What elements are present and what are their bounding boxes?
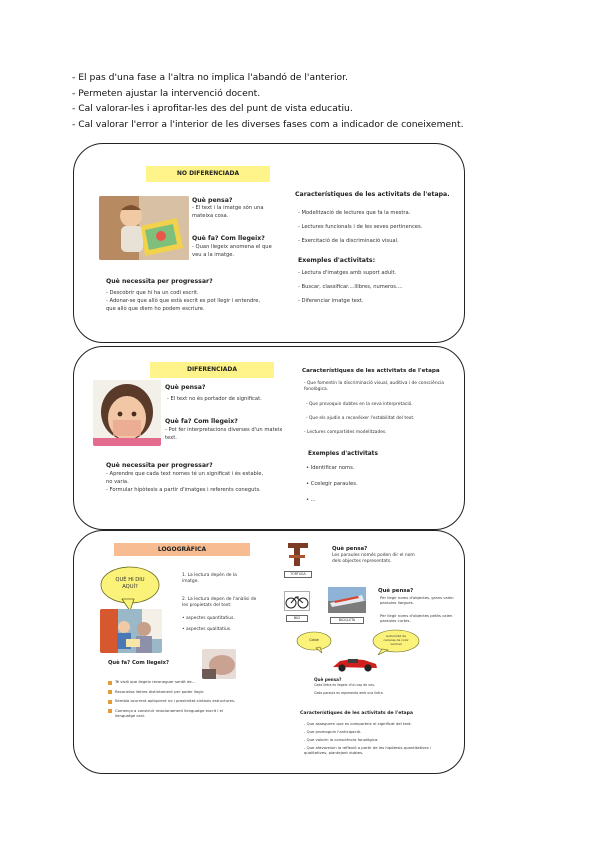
child-portrait-image bbox=[93, 380, 161, 446]
characteristics-item: - Que fomentin la discriminació visual, auditiva i de consciència fonològica. bbox=[304, 381, 444, 393]
needs-text: - Aprendre que cada text nomes té un significat i és estable, no varia. bbox=[106, 471, 264, 485]
q3-text: Cada lletra es llegeix d'un cop de veu. bbox=[314, 683, 376, 687]
q1-title: Què pensa? bbox=[165, 384, 206, 391]
q2-text: - Quan llegeix anomena el que veu a la imatge. bbox=[192, 244, 272, 258]
characteristics-item: - Que provoquin dubtes en la seva interpretació. bbox=[306, 402, 413, 407]
bubble-text: Cotxe bbox=[309, 638, 319, 642]
how-item-text: Reconeixa lletres distintament per poder llegir. bbox=[115, 688, 205, 694]
example-item: • Identificar noms. bbox=[306, 465, 355, 471]
tortuga-image bbox=[286, 541, 310, 571]
example-item: - Diferenciar imatge text. bbox=[298, 298, 364, 304]
intro-point: - El pas d'una fase a l'altra no implica l'abandó de l'anterior. bbox=[72, 72, 348, 83]
car-bubble-long bbox=[372, 629, 420, 653]
race-car-icon bbox=[330, 651, 380, 673]
step2-item: • aspectes qualitatius. bbox=[182, 627, 232, 632]
how-list bbox=[108, 679, 244, 718]
characteristics-item: - Que asseguren que es comparteix el significat del text. bbox=[304, 721, 412, 726]
q1-title: Què pensa? bbox=[192, 197, 233, 204]
step2-item: • aspectes quantitatius. bbox=[182, 616, 235, 621]
bubble-text: Automòbil de carreres de color vermell bbox=[383, 634, 409, 647]
characteristics-title: Característiques de les activitats de l'etapa bbox=[300, 711, 414, 716]
characteristics-title: Característiques de les activitats de l'etapa. bbox=[295, 191, 450, 198]
panel-no-diferenciada bbox=[73, 143, 465, 343]
intro-list bbox=[72, 70, 572, 132]
step2-text: 2. La lectura depen de l'anàlisi de les propietats del text: bbox=[182, 597, 257, 609]
race-car-image bbox=[330, 651, 380, 673]
intro-point: - Cal valorar-les i aprofitar-les des del punt de vista educatiu. bbox=[72, 103, 353, 114]
hand-image bbox=[202, 649, 236, 679]
bicicleta-label: BICICLETA bbox=[330, 617, 364, 624]
tortuga-label: TORTUGA bbox=[284, 571, 312, 578]
bici-card bbox=[284, 591, 310, 621]
train-image bbox=[328, 587, 366, 613]
bullet-square-icon bbox=[108, 690, 112, 694]
examples-title: Exemples d'activitats: bbox=[298, 257, 376, 264]
examples-title: Exemples d'activitats bbox=[308, 451, 378, 457]
q2-title: Què fa? Com llegeix? bbox=[165, 418, 238, 425]
bullet-square-icon bbox=[108, 681, 112, 685]
q2-text: Per llegir noms d'objectes petits calen paraules curtes. bbox=[380, 613, 453, 624]
example-item: • ... bbox=[306, 497, 316, 503]
child-reading-image bbox=[99, 196, 189, 260]
needs-title: Què necessita per progressar? bbox=[106, 278, 213, 285]
how-item-text: Sembla ocurrent apliquient no i proximitat sintaxis estructures. bbox=[115, 698, 236, 703]
needs-text: - Formular hipòtesis a partir d'imatges i referents coneguts. bbox=[106, 487, 261, 493]
classroom-image bbox=[100, 609, 162, 653]
q3-text: Cada paraula es representa amb una lletra. bbox=[314, 691, 384, 695]
child-reading-photo bbox=[99, 196, 189, 260]
how-item bbox=[108, 708, 244, 719]
how-item bbox=[108, 679, 244, 685]
how-item bbox=[108, 689, 244, 695]
how-item-text: Comença a construir relacionament llenguatge escrit i el llenguatge oral. bbox=[115, 707, 223, 718]
characteristics-item: - Modelització de lectures que fa la mestra. bbox=[298, 210, 411, 216]
bubble-text: QUÈ HI DIU AQUÍ? bbox=[115, 577, 145, 590]
how-item-text: Té visió que llegeix reconeguer sentit de... bbox=[115, 679, 196, 684]
car-bubble-short bbox=[296, 631, 332, 651]
intro-point: - Permeten ajustar la intervenció docent. bbox=[72, 87, 261, 99]
panel-title: NO DIFERENCIADA bbox=[146, 166, 270, 182]
classroom-photo bbox=[100, 609, 162, 653]
question-bubble bbox=[100, 565, 160, 605]
q2-title: Què pensa? bbox=[378, 588, 414, 594]
example-item: • Ccelegir paraules. bbox=[306, 481, 358, 487]
bullet-square-icon bbox=[108, 700, 112, 704]
characteristics-item: - Lectures funcionals i de les seves pertinences. bbox=[298, 224, 423, 230]
panel-title: DIFERENCIADA bbox=[150, 362, 274, 378]
intro-point: - Cal valorar l'error a l'interior de les diverses fases com a indicador de coneixement. bbox=[72, 118, 464, 130]
q2-title: Què fa? Com llegeix? bbox=[192, 235, 265, 242]
how-item bbox=[108, 698, 244, 704]
step1-text: 1. La lectura depèn de la imatge. bbox=[182, 573, 237, 585]
panel-diferenciada bbox=[73, 346, 465, 530]
bullet-square-icon bbox=[108, 709, 112, 713]
characteristics-item: - Que els ajudin a reconèixer l'estabilitat del text. bbox=[306, 416, 415, 421]
bubble-shape bbox=[296, 631, 332, 653]
characteristics-item: - Que promoguin l'anticipació. bbox=[304, 729, 362, 734]
child-portrait-photo bbox=[93, 380, 161, 446]
panel-title: LOGOGRÀFICA bbox=[114, 543, 250, 556]
q1-text: - El text i la imatge són una mateixa cosa. bbox=[192, 205, 264, 219]
tortuga-card bbox=[286, 541, 310, 579]
characteristics-item: - Exercitació de la discriminació visual. bbox=[298, 238, 399, 244]
characteristics-item: - Lectures compartides modelitzades. bbox=[304, 430, 387, 435]
panel-logografica bbox=[73, 530, 465, 774]
characteristics-item: - Que valorin la consciència fonològica. bbox=[304, 737, 379, 742]
characteristics-title: Característiques de les activitats de l'etapa bbox=[302, 368, 440, 374]
q3-title: Què pensa? bbox=[314, 677, 342, 682]
needs-text: - Descobrir que hi ha un codi escrit. bbox=[106, 290, 199, 296]
q2-text: Per llegir noms d'objectes, grans calen paraules llargues. bbox=[380, 595, 454, 606]
q1-text: Les paraules només poden dir el nom dels objectes representats. bbox=[332, 553, 415, 565]
needs-text: - Adonar-se que allò que està escrit es pot llegir i entendre, que allò que diem ho podem escriure. bbox=[106, 298, 261, 312]
q1-text: - El text no és portador de significat. bbox=[167, 396, 262, 402]
q1-title: Què pensa? bbox=[332, 546, 368, 552]
bici-image bbox=[284, 591, 310, 611]
bicicleta-card bbox=[328, 587, 368, 625]
hand-photo bbox=[202, 649, 236, 679]
how-title: Què fa? Com llegeix? bbox=[108, 660, 170, 666]
example-item: - Buscar, classificar....llibres, numeros.... bbox=[298, 284, 403, 290]
q2-text: - Pot fer interpretacions diverses d'un mateix text. bbox=[165, 427, 283, 441]
needs-title: Què necessita per progressar? bbox=[106, 462, 213, 469]
example-item: - Lectura d'imatges amb suport adult. bbox=[298, 270, 397, 276]
characteristics-item: - Que afavoreixin la reflexió a partir de les hipòtesis quantitatives i qualitatives, plantejant dubtes. bbox=[304, 745, 431, 756]
bici-label: BICI bbox=[286, 615, 308, 622]
